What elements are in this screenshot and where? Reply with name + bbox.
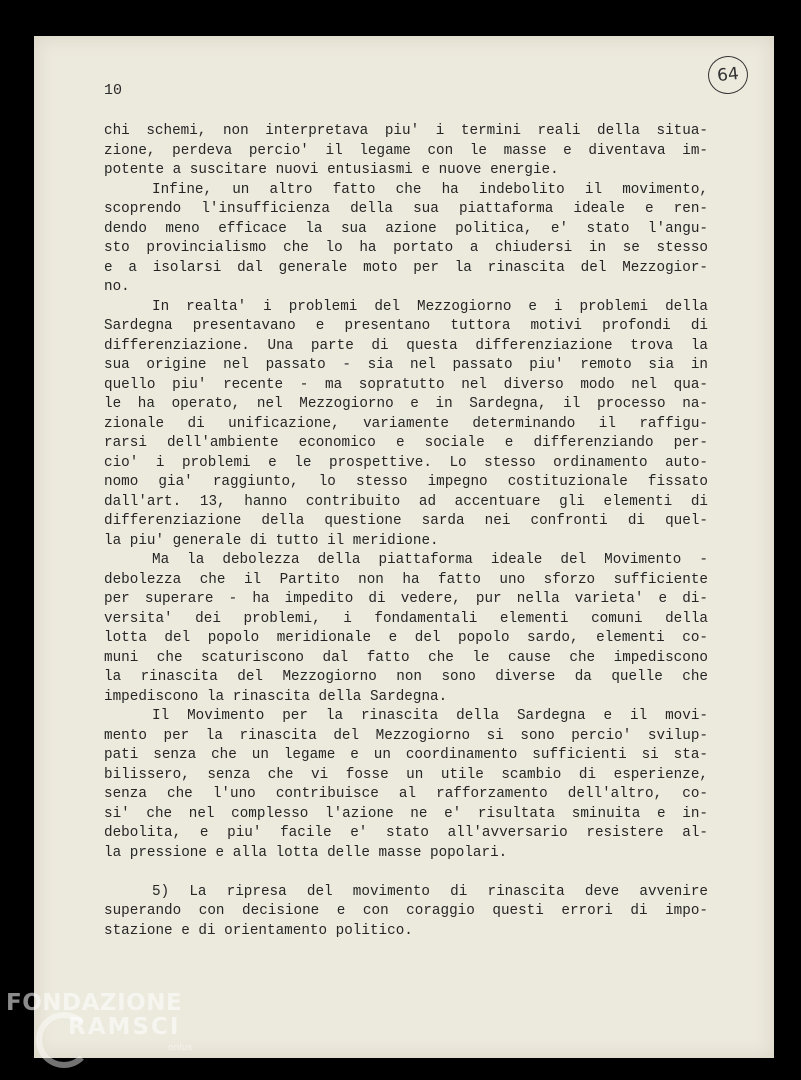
paragraph	[104, 298, 708, 552]
text-line: senza che l'uno contribuisce al rafforzamento dell'altro, co-	[104, 786, 708, 802]
text-line: differenziazione. Una parte di questa differenziazione trova la	[104, 337, 708, 354]
watermark-sub: onlus	[168, 1043, 193, 1053]
text-line: nomo gia' raggiunto, lo stesso impegno costituzionale fissato	[104, 474, 708, 490]
text-line: impediscono la rinascita della Sardegna.	[104, 688, 448, 705]
text-line: potente a suscitare nuovi entusiasmi e nuove energie.	[104, 162, 559, 178]
text-line: la rinascita del Mezzogiorno non sono diverse da quelle che	[104, 669, 708, 685]
text-line: 5) La ripresa del movimento di rinascita deve avvenire	[152, 883, 708, 900]
text-line: sto provincialismo che lo ha portato a chiudersi in se stesso	[104, 240, 708, 256]
text-line: superando con decisione e con coraggio questi errori di impo-	[104, 903, 708, 919]
text-line: muni che scaturiscono dal fatto che le cause che impediscono	[104, 649, 708, 666]
text-line: sua origine nel passato - sia nel passato piu' remoto sia in	[104, 357, 708, 373]
paragraph	[104, 707, 708, 863]
document-body	[104, 122, 708, 941]
text-line: e a isolarsi dal generale moto per la rinascita del Mezzogior-	[104, 259, 708, 276]
text-line: In realta' i problemi del Mezzogiorno e i problemi della	[152, 298, 708, 315]
text-line: rarsi dell'ambiente economico e sociale e differenziando per-	[104, 435, 708, 451]
text-line: Ma la debolezza della piattaforma ideale del Movimento -	[152, 552, 708, 568]
text-line: mento per la rinascita del Mezzogiorno si sono percio' svilup-	[104, 727, 708, 744]
paragraph-gap	[104, 863, 708, 883]
text-line: zione, perdeva percio' il legame con le masse e diventava im-	[104, 142, 708, 159]
text-line: scoprendo l'insufficienza della sua piattaforma ideale e ren-	[104, 201, 708, 217]
text-line: Il Movimento per la rinascita della Sardegna e il movi-	[152, 708, 708, 724]
text-line: stazione e di orientamento politico.	[104, 922, 413, 939]
text-line: le ha operato, nel Mezzogiorno e in Sardegna, il processo na-	[104, 396, 708, 412]
paragraph	[104, 883, 708, 942]
paragraph	[104, 181, 708, 298]
text-line: debolita, e piu' facile e' stato all'avversario resistere al-	[104, 825, 708, 841]
page-number: 10	[104, 82, 123, 99]
text-line: la piu' generale di tutto il meridione.	[104, 532, 439, 549]
text-line: si' che nel complesso l'azione ne e' risultata sminuita e in-	[104, 805, 708, 822]
watermark-g-icon	[36, 1012, 92, 1068]
text-line: quello piu' recente - ma sopratutto nel diverso modo nel qua-	[104, 376, 708, 393]
text-line: Infine, un altro fatto che ha indebolito il movimento,	[152, 181, 708, 198]
text-line: bilissero, senza che vi fosse un utile scambio di esperienze,	[104, 766, 708, 783]
text-line: lotta del popolo meridionale e del popolo sardo, elementi co-	[104, 630, 708, 646]
text-line: dall'art. 13, hanno contribuito ad accentuare gli elementi di	[104, 493, 708, 510]
paragraph	[104, 122, 708, 181]
text-line: zionale di unificazione, variamente determinando il raffigu-	[104, 415, 708, 432]
watermark-line2: RAMSCI	[68, 1014, 181, 1040]
watermark-logo	[6, 990, 193, 1053]
text-line: la pressione e alla lotta delle masse popolari.	[104, 844, 508, 861]
paragraph	[104, 551, 708, 707]
text-line: versita' dei problemi, i fondamentali elementi comuni della	[104, 610, 708, 627]
watermark-line1: FONDAZIONE	[6, 990, 183, 1016]
text-line: differenziazione della questione sarda nei confronti di quel-	[104, 513, 708, 529]
text-line: per superare - ha impedito di vedere, pur nella varieta' e di-	[104, 591, 708, 607]
text-line: debolezza che il Partito non ha fatto uno sforzo sufficiente	[104, 571, 708, 588]
archive-stamp: 64	[706, 54, 750, 96]
text-line: dendo meno efficace la sua azione politica, e' stato l'angu-	[104, 220, 708, 237]
text-line: chi schemi, non interpretava piu' i termini reali della situa-	[104, 123, 708, 139]
text-line: pati senza che un legame e un coordinamento sufficienti si sta-	[104, 747, 708, 763]
text-line: cio' i problemi e le prospettive. Lo stesso ordinamento auto-	[104, 454, 708, 471]
text-line: Sardegna presentavano e presentano tuttora motivi profondi di	[104, 318, 708, 334]
text-line: no.	[104, 279, 130, 295]
